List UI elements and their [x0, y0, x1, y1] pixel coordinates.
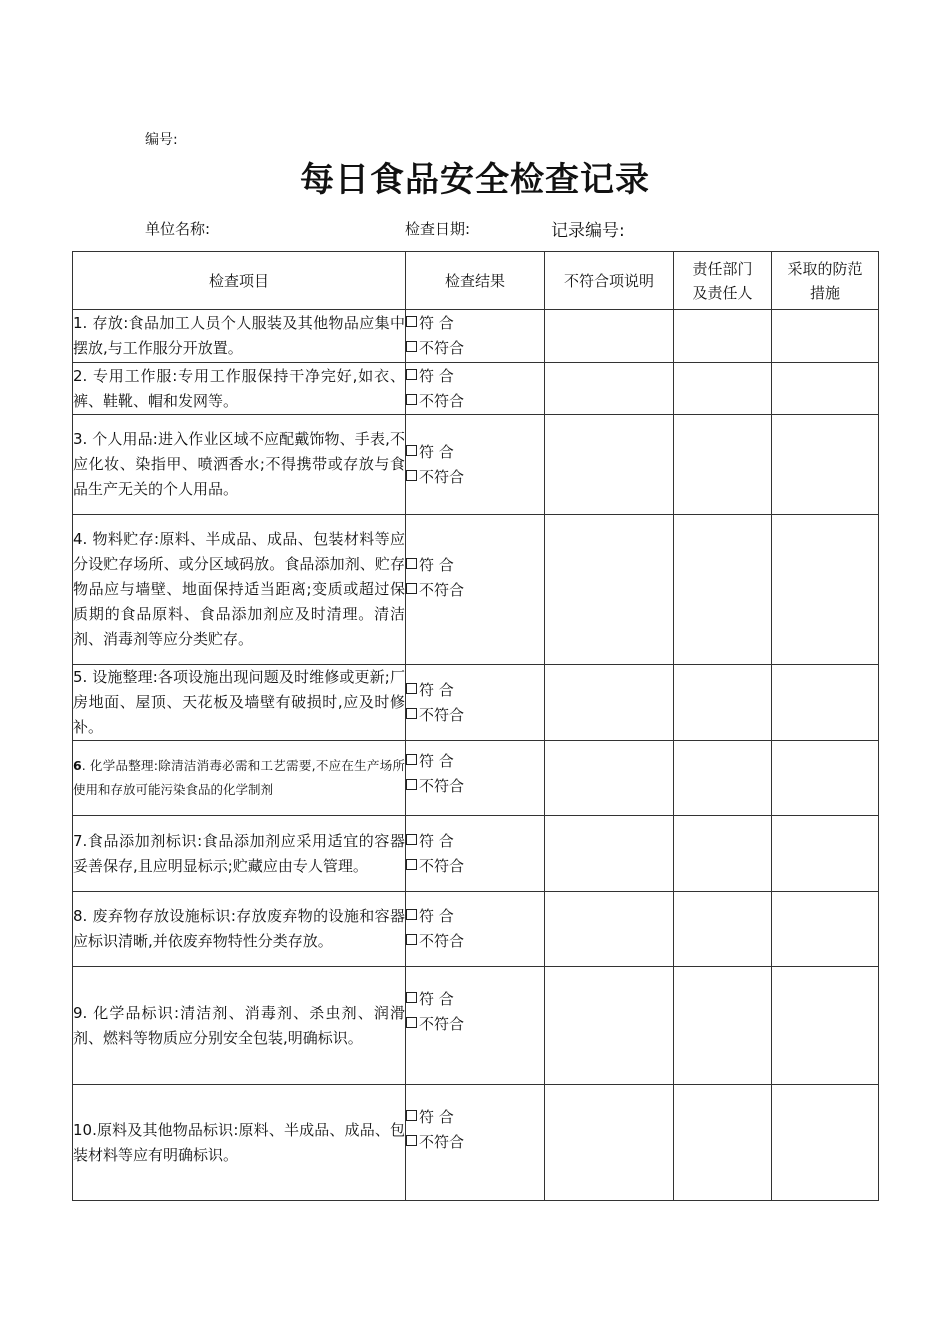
checkbox-icon [406, 934, 417, 945]
result-options [406, 665, 545, 741]
result-options [406, 363, 545, 415]
fail-checkbox[interactable]: 不符合 [406, 336, 544, 361]
check-item-text: 8. 废弃物存放设施标识:存放废弃物的设施和容器应标识清晰,并依废弃物特性分类存放。 [73, 892, 406, 967]
check-item-text: 9. 化学品标识:清洁剂、消毒剂、杀虫剂、润滑剂、燃料等物质应分别安全包装,明确标识。 [73, 967, 406, 1085]
fail-checkbox[interactable]: 不符合 [406, 774, 544, 799]
responsible-cell[interactable] [674, 310, 772, 363]
column-header-responsible: 责任部门 及责任人 [674, 252, 772, 310]
table-row [73, 816, 879, 892]
table-row [73, 415, 879, 515]
measures-cell[interactable] [772, 310, 879, 363]
pass-checkbox[interactable]: 符 合 [406, 311, 544, 336]
fail-checkbox[interactable]: 不符合 [406, 854, 544, 879]
responsible-cell[interactable] [674, 665, 772, 741]
checkbox-icon [406, 341, 417, 352]
responsible-cell[interactable] [674, 967, 772, 1085]
measures-cell[interactable] [772, 665, 879, 741]
table-row [73, 967, 879, 1085]
check-item-text: 2. 专用工作服:专用工作服保持干净完好,如衣、裤、鞋靴、帽和发网等。 [73, 363, 406, 415]
nonconformity-cell[interactable] [545, 816, 674, 892]
check-item-text: 7.食品添加剂标识:食品添加剂应采用适宜的容器妥善保存,且应明显标示;贮藏应由专人管理。 [73, 816, 406, 892]
checkbox-icon [406, 909, 417, 920]
result-options [406, 816, 545, 892]
measures-cell[interactable] [772, 892, 879, 967]
unit-name-label: 单位名称: [145, 220, 211, 238]
check-item-text: 4. 物料贮存:原料、半成品、成品、包装材料等应分设贮存场所、或分区域码放。食品添加剂、贮存物品应与墙壁、地面保持适当距离;变质或超过保质期的食品原料、食品添加剂应及时清理。清洁剂、消毒剂等应分类贮存。 [73, 515, 406, 665]
nonconformity-cell[interactable] [545, 363, 674, 415]
column-header-measures: 采取的防范 措施 [772, 252, 879, 310]
column-header-item: 检查项目 [73, 252, 406, 310]
nonconformity-cell[interactable] [545, 967, 674, 1085]
result-options [406, 415, 545, 515]
pass-checkbox[interactable]: 符 合 [406, 987, 544, 1012]
inspection-date-label: 检查日期: [405, 220, 471, 238]
result-options [406, 892, 545, 967]
measures-cell[interactable] [772, 1085, 879, 1201]
pass-checkbox[interactable]: 符 合 [406, 678, 544, 703]
measures-cell[interactable] [772, 515, 879, 665]
table-row [73, 741, 879, 816]
measures-cell[interactable] [772, 816, 879, 892]
result-options [406, 967, 545, 1085]
responsible-cell[interactable] [674, 741, 772, 816]
pass-checkbox[interactable]: 符 合 [406, 904, 544, 929]
check-item-text: 6. 化学品整理:除清洁消毒必需和工艺需要,不应在生产场所使用和存放可能污染食品的化学制剂 [73, 741, 406, 816]
checkbox-icon [406, 558, 417, 569]
checkbox-icon [406, 779, 417, 790]
result-options [406, 310, 545, 363]
column-header-result: 检查结果 [406, 252, 545, 310]
nonconformity-cell[interactable] [545, 665, 674, 741]
table-row [73, 515, 879, 665]
column-header-nonconformity: 不符合项说明 [545, 252, 674, 310]
table-row [73, 665, 879, 741]
inspection-table [72, 251, 879, 1201]
measures-cell[interactable] [772, 741, 879, 816]
pass-checkbox[interactable]: 符 合 [406, 749, 544, 774]
checkbox-icon [406, 834, 417, 845]
nonconformity-cell[interactable] [545, 515, 674, 665]
check-item-text: 5. 设施整理:各项设施出现问题及时维修或更新;厂房地面、屋顶、天花板及墙壁有破损时,应及时修补。 [73, 665, 406, 741]
checkbox-icon [406, 394, 417, 405]
responsible-cell[interactable] [674, 363, 772, 415]
checkbox-icon [406, 708, 417, 719]
nonconformity-cell[interactable] [545, 310, 674, 363]
fail-checkbox[interactable]: 不符合 [406, 1130, 544, 1155]
checkbox-icon [406, 369, 417, 380]
result-options [406, 515, 545, 665]
nonconformity-cell[interactable] [545, 1085, 674, 1201]
responsible-cell[interactable] [674, 816, 772, 892]
checkbox-icon [406, 470, 417, 481]
responsible-cell[interactable] [674, 1085, 772, 1201]
measures-cell[interactable] [772, 363, 879, 415]
checkbox-icon [406, 859, 417, 870]
result-options [406, 741, 545, 816]
checkbox-icon [406, 683, 417, 694]
result-options [406, 1085, 545, 1201]
page-title: 每日食品安全检查记录 [300, 160, 650, 200]
fail-checkbox[interactable]: 不符合 [406, 465, 544, 490]
document-number-label: 编号: [145, 132, 178, 148]
check-item-text: 10.原料及其他物品标识:原料、半成品、成品、包装材料等应有明确标识。 [73, 1085, 406, 1201]
fail-checkbox[interactable]: 不符合 [406, 703, 544, 728]
checkbox-icon [406, 1017, 417, 1028]
checkbox-icon [406, 754, 417, 765]
measures-cell[interactable] [772, 415, 879, 515]
table-row [73, 310, 879, 363]
nonconformity-cell[interactable] [545, 892, 674, 967]
pass-checkbox[interactable]: 符 合 [406, 829, 544, 854]
checkbox-icon [406, 316, 417, 327]
pass-checkbox[interactable]: 符 合 [406, 553, 544, 578]
table-row [73, 363, 879, 415]
table-row [73, 1085, 879, 1201]
nonconformity-cell[interactable] [545, 415, 674, 515]
pass-checkbox[interactable]: 符 合 [406, 364, 544, 389]
responsible-cell[interactable] [674, 515, 772, 665]
record-number-label: 记录编号: [551, 221, 625, 241]
responsible-cell[interactable] [674, 892, 772, 967]
fail-checkbox[interactable]: 不符合 [406, 929, 544, 954]
fail-checkbox[interactable]: 不符合 [406, 578, 544, 603]
checkbox-icon [406, 583, 417, 594]
fail-checkbox[interactable]: 不符合 [406, 1012, 544, 1037]
check-item-text: 3. 个人用品:进入作业区域不应配戴饰物、手表,不应化妆、染指甲、喷洒香水;不得携带或存放与食品生产无关的个人用品。 [73, 415, 406, 515]
checkbox-icon [406, 1135, 417, 1146]
responsible-cell[interactable] [674, 415, 772, 515]
pass-checkbox[interactable]: 符 合 [406, 1105, 544, 1130]
fail-checkbox[interactable]: 不符合 [406, 389, 544, 414]
checkbox-icon [406, 1110, 417, 1121]
checkbox-icon [406, 992, 417, 1003]
nonconformity-cell[interactable] [545, 741, 674, 816]
checkbox-icon [406, 445, 417, 456]
measures-cell[interactable] [772, 967, 879, 1085]
table-header-row [73, 252, 879, 310]
pass-checkbox[interactable]: 符 合 [406, 440, 544, 465]
check-item-text: 1. 存放:食品加工人员个人服装及其他物品应集中摆放,与工作服分开放置。 [73, 310, 406, 363]
table-row [73, 892, 879, 967]
